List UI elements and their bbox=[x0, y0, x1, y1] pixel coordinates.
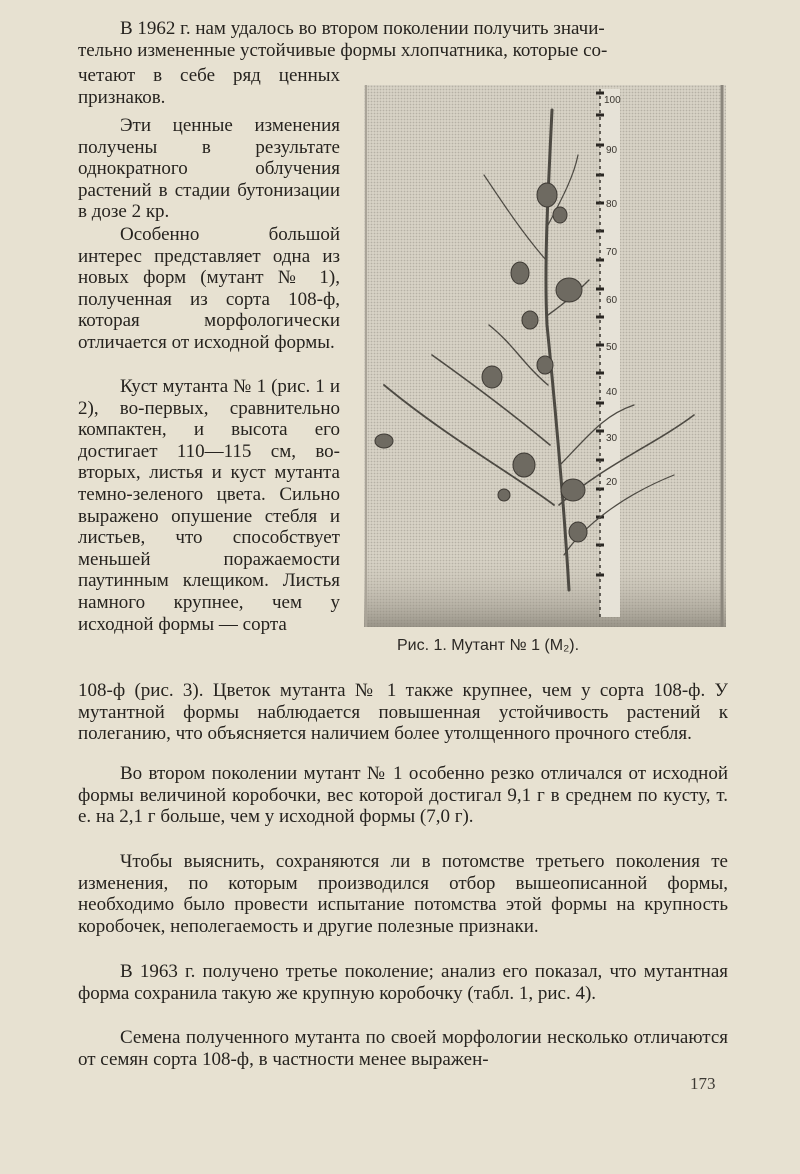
ruler-label: 20 bbox=[606, 477, 618, 488]
paragraph-2: Эти ценные изменения получены в результате однократного облучения растений в стадии бутонизации в дозе 2 кр. bbox=[78, 115, 340, 223]
paragraph-3: Особенно большой интерес представляет одна из новых форм (мутант № 1), полученная из сорта 108-ф, которая морфологически отличается от исходной формы. bbox=[78, 224, 340, 353]
ruler-label: 70 bbox=[606, 247, 618, 258]
ruler-label: 100 bbox=[604, 95, 621, 106]
ruler-label: 90 bbox=[606, 145, 618, 156]
paragraph-1-continued: четают в себе ряд ценных признаков. bbox=[78, 65, 340, 108]
figure-caption: Рис. 1. Мутант № 1 (М₂). bbox=[397, 637, 580, 654]
text-line: тельно измененные устойчивые формы хлопчатника, которые со- bbox=[78, 39, 608, 61]
paragraph-5: Во втором поколении мутант № 1 особенно резко отличался от исходной формы величиной коробочки, вес которой достигал 9,1 г в среднем по кусту, т. е. на 2,1 г больше, чем у исходной формы (7,0 г). bbox=[78, 763, 728, 828]
plant-photo bbox=[364, 85, 726, 627]
paragraph-intro bbox=[78, 18, 728, 61]
paragraph-4-continued: 108-ф (рис. 3). Цветок мутанта № 1 также крупнее, чем у сорта 108-ф. У мутантной формы наблюдается повышенная устойчивость растений к полеганию, что объясняется наличием более утолщенного прочного стебля. bbox=[78, 680, 728, 745]
figure-mutant-plant bbox=[364, 85, 726, 627]
ruler-label: 50 bbox=[606, 342, 618, 353]
paragraph-8: Семена полученного мутанта по своей морфологии несколько отличаются от семян сорта 108-ф, в частности менее выражен- bbox=[78, 1027, 728, 1070]
ruler-label: 40 bbox=[606, 387, 618, 398]
paragraph-6: Чтобы выяснить, сохраняются ли в потомстве третьего поколения те изменения, по которым производился отбор вышеописанной формы, необходимо было провести испытание потомства этой формы на крупность коробочек, неполегаемость и другие полезные признаки. bbox=[78, 851, 728, 937]
page-number: 173 bbox=[690, 1074, 716, 1093]
paragraph-7: В 1963 г. получено третье поколение; анализ его показал, что мутантная форма сохранила такую же крупную коробочку (табл. 1, рис. 4). bbox=[78, 961, 728, 1004]
ruler-label: 30 bbox=[606, 433, 618, 444]
ruler-label: 60 bbox=[606, 295, 618, 306]
ruler-label: 80 bbox=[606, 199, 618, 210]
text-line: В 1962 г. нам удалось во втором поколении получить значи- bbox=[120, 18, 605, 39]
paragraph-4-column: Куст мутанта № 1 (рис. 1 и 2), во-первых, сравнительно компактен, и высота его достигает 110—115 см, во-вторых, листья и куст мутанта темно-зеленого цвета. Сильно выражено опушение стебля и листьев, что способствует меньшей поражаемости паутинным клещиком. Листья намного крупнее, чем у исходной формы — сорта bbox=[78, 376, 340, 635]
